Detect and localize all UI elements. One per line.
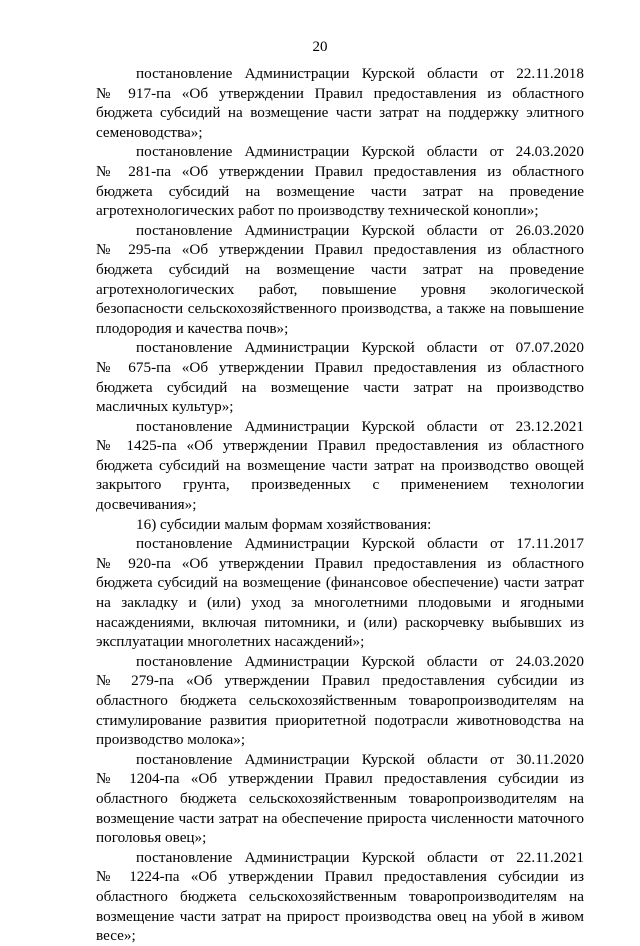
text-line: на закладку и (или) уход за многолетними плодовыми и ягодными xyxy=(96,594,584,612)
text-line: № 1425-па «Об утверждении Правил предоставления из областного xyxy=(96,437,584,455)
paragraph xyxy=(96,534,584,652)
text-line: № 281-па «Об утверждении Правил предоставления из областного xyxy=(96,162,584,180)
text-line: № 295-па «Об утверждении Правил предоставления из областного xyxy=(96,241,584,259)
text-line: насаждениями, включая питомники, и (или) раскорчевку выбывших из xyxy=(96,613,584,631)
paragraph xyxy=(96,221,584,339)
paragraph xyxy=(96,848,584,946)
paragraph xyxy=(96,64,584,142)
text-line: № 279-па «Об утверждении Правил предоставления субсидии из xyxy=(96,672,584,690)
text-line: плодородия и качества почв»; xyxy=(96,319,289,337)
text-line: возмещение части затрат на прирост производства овец на убой в живом xyxy=(96,907,584,925)
text-line: бюджета субсидий на возмещение части затрат на поддержку элитного xyxy=(96,104,584,122)
text-line: бюджета субсидий на возмещение части затрат на проведение xyxy=(96,260,584,278)
text-line: возмещение части затрат на обеспечение прироста численности маточного xyxy=(96,809,584,827)
text-line: бюджета субсидий на возмещение части затрат на производство овощей xyxy=(96,456,584,474)
text-line: областного бюджета сельскохозяйственным товаропроизводителям на xyxy=(96,887,584,905)
text-line: № 920-па «Об утверждении Правил предоставления из областного xyxy=(96,554,584,572)
text-line: бюджета субсидий на возмещение части затрат на производство xyxy=(96,378,584,396)
text-line: постановление Администрации Курской области от 23.12.2021 xyxy=(136,417,584,435)
text-line: областного бюджета сельскохозяйственным товаропроизводителям на xyxy=(96,789,584,807)
text-line: постановление Администрации Курской области от 26.03.2020 xyxy=(136,221,584,239)
text-line: агротехнологических работ, повышение уровня экологической xyxy=(96,280,584,298)
paragraph xyxy=(96,417,584,515)
text-line: семеноводства»; xyxy=(96,123,203,141)
text-line: № 917-па «Об утверждении Правил предоставления из областного xyxy=(96,84,584,102)
text-line: масличных культур»; xyxy=(96,398,234,416)
text-line: областного бюджета сельскохозяйственным товаропроизводителям на xyxy=(96,692,584,709)
text-line: бюджета субсидий на возмещение части затрат на проведение xyxy=(96,182,584,200)
document-body xyxy=(96,64,584,946)
paragraph xyxy=(96,142,584,220)
text-line: № 1204-па «Об утверждении Правил предоставления субсидии из xyxy=(96,770,584,788)
text-line: весе»; xyxy=(96,927,136,945)
text-line: безопасности сельскохозяйственного производства, а также на повышение xyxy=(96,300,584,318)
text-line: бюджета субсидий на возмещение (финансовое обеспечение) части затрат xyxy=(96,574,584,592)
paragraph xyxy=(96,750,584,848)
paragraph xyxy=(96,515,584,535)
page-number: 20 xyxy=(312,39,328,55)
text-line: постановление Администрации Курской области от 24.03.2020 xyxy=(136,652,584,670)
text-line: постановление Администрации Курской области от 24.03.2020 xyxy=(136,143,584,161)
text-line: закрытого грунта, произведенных с применением технологии xyxy=(96,476,584,494)
text-line: стимулирование развития приоритетной подотрасли животноводства на xyxy=(96,711,584,729)
text-line: постановление Администрации Курской области от 30.11.2020 xyxy=(136,750,584,768)
text-line: поголовья овец»; xyxy=(96,829,207,847)
text-line: 16) субсидии малым формам хозяйствования: xyxy=(136,515,432,533)
text-line: эксплуатации многолетних насаждений»; xyxy=(96,633,365,651)
text-line: агротехнологических работ по производству технической конопли»; xyxy=(96,202,539,220)
text-line: производство молока»; xyxy=(96,731,246,749)
text-line: № 1224-па «Об утверждении Правил предоставления субсидии из xyxy=(96,868,584,886)
paragraph xyxy=(96,338,584,416)
text-line: досвечивания»; xyxy=(96,496,197,514)
text-line: постановление Администрации Курской области от 22.11.2018 xyxy=(136,65,584,82)
paragraph xyxy=(96,652,584,750)
text-line: постановление Администрации Курской области от 22.11.2021 xyxy=(136,848,584,866)
text-line: постановление Администрации Курской области от 07.07.2020 xyxy=(136,339,584,357)
text-line: постановление Администрации Курской области от 17.11.2017 xyxy=(136,535,584,553)
text-line: № 675-па «Об утверждении Правил предоставления из областного xyxy=(96,358,584,376)
